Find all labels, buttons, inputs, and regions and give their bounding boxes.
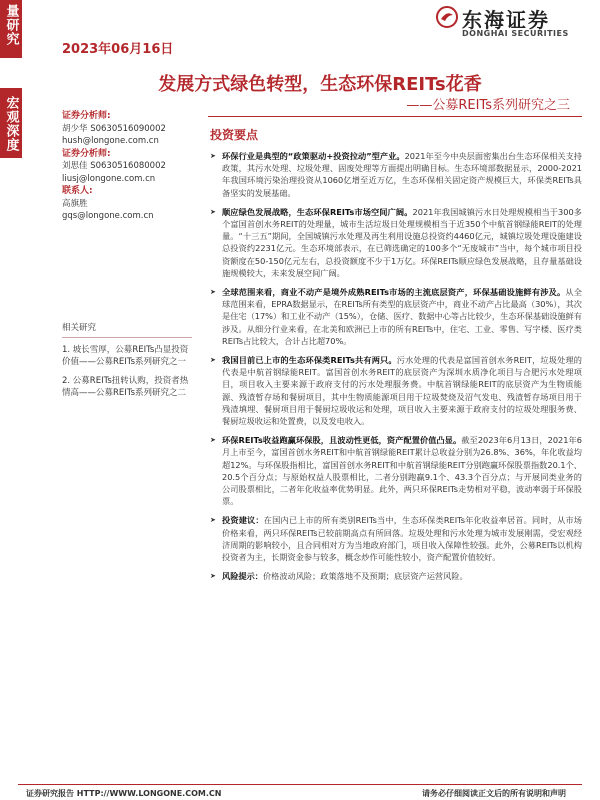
analyst-panel	[62, 110, 192, 223]
related-divider	[62, 337, 192, 338]
report-date: 2023年06月16日	[62, 42, 174, 57]
company-logo	[436, 4, 586, 40]
analyst-label: 证券分析师:	[62, 111, 111, 121]
related-research	[62, 322, 192, 406]
report-subtitle: ——公募REITs系列研究之三	[406, 98, 570, 113]
contact-name: 高旗胜	[62, 198, 88, 209]
analyst-label: 证券分析师:	[62, 148, 111, 159]
logo-chinese: 东海证券	[462, 8, 550, 32]
key-point-lead: 环保REITs收益跑赢环保股，且波动性更低，资产配置价值凸显。	[222, 435, 462, 446]
section-title: 投资要点	[210, 128, 259, 142]
key-point-text: 从全球范围来看，EPRA数据显示，在REITs所有类型的底层资产中，商业不动产占比最高（30%），其次是住宅（17%）和工业不动产（15%），仓储、医疗、数据中心等占比较少，生态环保基础设施鲜有涉及。从细分行业来看，在北美和欧洲已上市的所有REITs中，住宅、工业、零售、写字楼、医疗类REITs占比较大，合计占比超70%。	[222, 287, 582, 346]
related-item[interactable]: 1. 坡长雪厚，公募REITs凸显投资价值——公募REITs系列研究之一	[62, 344, 189, 367]
key-points	[210, 150, 582, 590]
key-point-lead: 风险提示：	[222, 571, 263, 582]
related-item[interactable]: 2. 公募REITs扭转认购，投资者热情高——公募REITs系列研究之二	[62, 375, 189, 398]
key-point	[210, 434, 582, 507]
key-point	[210, 206, 582, 279]
analyst-name: 刘思佳 S0630516080002	[62, 161, 166, 171]
key-point-lead: 顺应绿色发展战略，生态环保REITs市场空间广阔。	[222, 206, 413, 217]
key-point-lead: 环保行业是典型的“政策驱动+投资拉动”型产业。	[222, 151, 405, 161]
key-point	[210, 570, 582, 582]
logo-english: DONGHAI SECURITIES	[462, 29, 569, 38]
key-point-lead: 投资建议：	[222, 515, 264, 526]
report-title: 发展方式绿色转型，生态环保REITs花香	[158, 74, 482, 95]
key-point-text: 2021年我国城镇污水日处理规模相当于300多个富国首创水务REIT的处理量，城市生活垃圾日处理规模相当于近350个中航首钢绿能REIT的处理量。“十三五”期间，全国城镇污水处理及再生利用设施总投资约4460亿元，城镇垃圾处理设施建设总投资约2231亿元。生态环境部表示，在已筛选确定的100多个“无废城市”当中，每个城市项目投资额度在50-150亿元左右，总投资额度不少于1万亿。环保REITs顺应绿色发展战略，且存量基础设施规模较大，未来发展空间广阔。	[222, 206, 582, 278]
title-divider	[208, 116, 582, 117]
related-research-title: 相关研究	[62, 323, 97, 333]
contact-label: 联系人:	[62, 186, 93, 196]
report-category-tab: 宏观深度	[0, 88, 22, 158]
logo-mark-icon	[436, 6, 458, 28]
key-point-text: 截至2023年6月13日，2021年6月上市至今，富国首创水务REIT和中航首钢绿能REIT累计总收益分别为26.8%、36%，年化收益均超12%。与环保股指相比，富国首创水务REIT和中航首钢绿能REIT分别跑赢环保股票指数20.1个、20.5个百分点；与原始权益人股票相比，二者分别跑赢9.1个、43.3个百分点；与开展同类业务的公司股票相比，二者年化收益率优势明显。此外，两只环保REITs走势相对平稳，波动率弱于环保股票。	[222, 435, 582, 507]
footer-website[interactable]: 证券研究报告 HTTP://WWW.LONGONE.COM.CN	[26, 789, 222, 798]
key-point	[210, 514, 582, 563]
analyst-email[interactable]: hush@longone.com.cn	[62, 136, 159, 146]
key-point-text: 在国内已上市的所有类别REITs当中，生态环保类REITs年化收益率居首。同时，从市场价格来看，两只环保REITs已较前期高点有所回落。垃圾处理和污水处理为城市发展刚需，受宏观经济周期的影响较小，且合同相对方为当地政府部门，项目收入保障性较强。此外，公募REITs以机构投资者为主，长期资金参与较多，概念炒作可能性较小，资产配置价值较好。	[222, 515, 582, 563]
key-point	[210, 150, 582, 199]
footer-disclaimer: 请务必仔细阅读正文后的所有说明和声明	[422, 789, 566, 798]
key-point-text: 污水处理的代表是富国首创水务REIT，垃圾处理的代表是中航首钢绿能REIT。富国首创水务REIT的底层资产为深圳水质净化项目与合肥污水处理项目，项目收入主要来源于政府支付的污水处理服务费。中航首钢绿能REIT的底层资产为生物质能源、残渣暂存场和餐厨项目，其中生物质能源项目用于垃圾焚烧及沼气发电、残渣暂存场项目用于残渣填埋、餐厨项目用于餐厨垃圾收运和处理，项目收入主要来源于政府支付的垃圾处理服务费、餐厨垃圾收运和处置费，以及发电收入。	[222, 355, 582, 427]
contact-email[interactable]: gqs@longone.com.cn	[62, 211, 154, 221]
key-point	[210, 354, 582, 427]
analyst-name: 胡少华 S0630516090002	[62, 123, 166, 134]
key-point	[210, 286, 582, 347]
report-type-tab: 量研究	[0, 0, 22, 58]
key-point-text: 2021年至今中央层面密集出台生态环保相关支持政策，其污水处理、垃圾处理、固废处理等方面提出明确目标。生态环境部数据显示，2000-2021年我国环境污染治理投资从1060亿增至近万亿，生态环保相关固定资产规模巨大，环保类REITs具备坚实的发展基础。	[222, 151, 582, 198]
key-point-lead: 我国目前已上市的生态环保类REITs共有两只。	[222, 355, 397, 366]
key-point-text: 价格波动风险；政策落地不及预期；底层资产运营风险。	[262, 571, 468, 582]
footer-divider	[18, 784, 582, 785]
key-point-lead: 全球范围来看，商业不动产是境外成熟REITs市场的主流底层资产，环保基础设施鲜有涉及。	[222, 287, 566, 298]
analyst-email[interactable]: liusj@longone.com.cn	[62, 173, 156, 184]
